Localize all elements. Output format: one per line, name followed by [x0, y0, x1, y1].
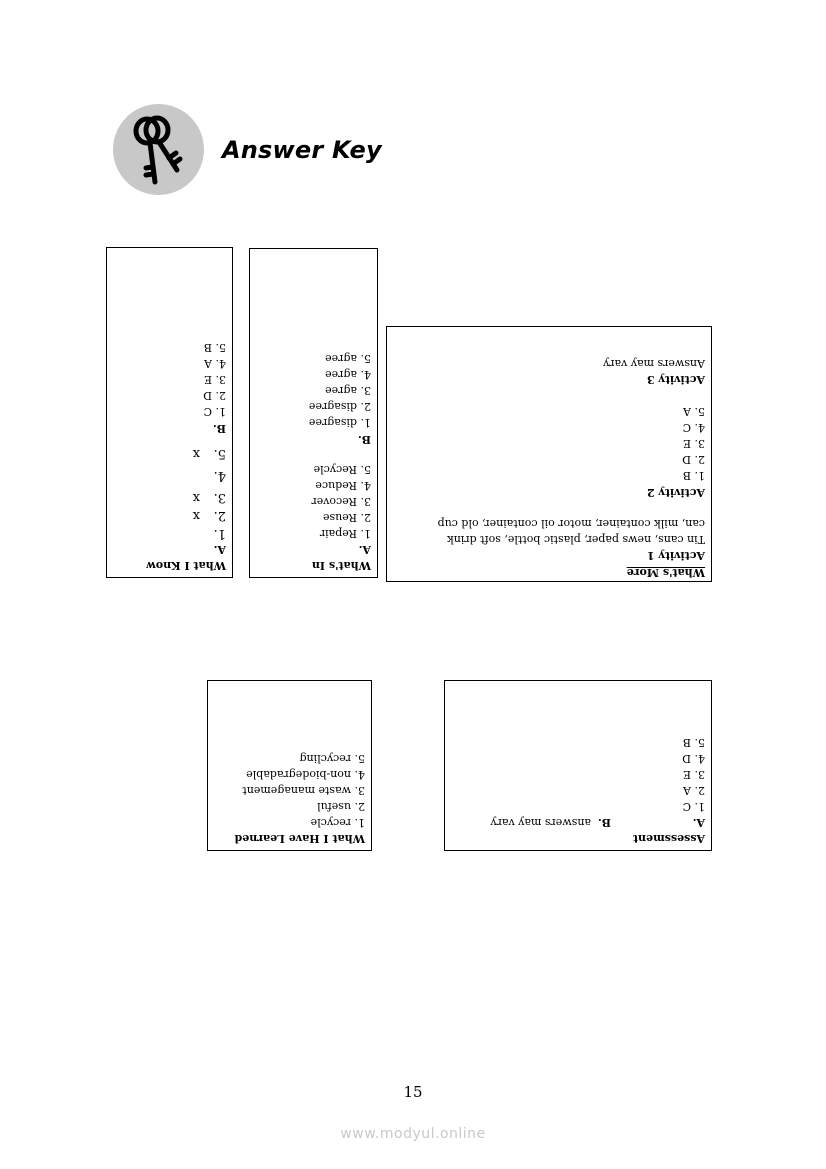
page-title: Answer Key — [222, 136, 382, 164]
list-item: 2. — [213, 508, 226, 523]
list-item: 1. — [213, 526, 226, 541]
list-item: 3. Recover — [311, 495, 371, 508]
activity-1-text: Tin cans, news paper, plastic bottle, soft drink — [447, 533, 705, 546]
list-item: 4. C — [682, 421, 705, 434]
whats-more-box — [386, 326, 712, 582]
section-label: A. — [213, 543, 226, 556]
what-i-have-learned-box — [207, 680, 372, 851]
list-item: 5. B — [682, 736, 705, 749]
what-i-know-box — [106, 247, 233, 578]
list-item: 3. waste management — [242, 784, 365, 797]
what-i-have-learned-heading: What I Have Learned — [234, 832, 365, 845]
list-item: 4. agree — [325, 368, 371, 381]
assessment-box — [444, 680, 712, 851]
whats-in-heading: What's In — [311, 559, 371, 572]
activity-3-label: Activity 3 — [646, 373, 705, 386]
list-item: 5. agree — [325, 352, 371, 365]
list-item: 4. — [213, 468, 226, 483]
whats-in-box — [249, 248, 378, 578]
list-item: 5. A — [683, 405, 705, 418]
what-i-know-heading: What I Know — [146, 559, 226, 572]
keys-icon — [113, 104, 204, 195]
list-item: 1. B — [682, 469, 705, 482]
list-item: 2. useful — [317, 800, 365, 813]
list-item: 5. recycling — [299, 752, 365, 765]
list-item: 4. Reduce — [315, 479, 371, 492]
answer-mark: x — [192, 446, 200, 461]
assessment-heading: Assessment — [632, 832, 705, 845]
section-label: B. — [357, 433, 371, 446]
list-item: 4. D — [682, 752, 705, 765]
assessment-b-text: answers may vary — [490, 816, 591, 829]
list-item: 1. C — [203, 405, 226, 418]
list-item: 5. — [213, 446, 226, 461]
list-item: 3. — [213, 490, 226, 505]
list-item: 1. Repair — [319, 527, 371, 540]
list-item: 1. recycle — [310, 816, 365, 829]
section-label: B. — [212, 422, 226, 435]
whats-more-heading: What's More — [626, 566, 705, 579]
section-label: B. — [597, 816, 611, 829]
list-item: 4. non-biodegradable — [246, 768, 365, 781]
list-item: 5. B — [203, 341, 226, 354]
list-item: 2. D — [682, 453, 705, 466]
list-item: 2. A — [683, 784, 705, 797]
list-item: 2. Reuse — [322, 511, 371, 524]
list-item: 5. Recycle — [313, 463, 371, 476]
watermark: www.modyul.online — [340, 1126, 486, 1142]
activity-3-text: Answers may vary — [603, 357, 705, 370]
list-item: 1. disagree — [308, 416, 371, 429]
section-label: A. — [358, 543, 371, 556]
activity-2-label: Activity 2 — [646, 486, 705, 499]
list-item: 3. E — [203, 373, 226, 386]
answer-mark: x — [192, 490, 200, 505]
list-item: 3. E — [682, 437, 705, 450]
list-item: 4. A — [204, 357, 226, 370]
page-number: 15 — [403, 1083, 423, 1101]
list-item: 3. E — [682, 768, 705, 781]
list-item: 2. disagree — [308, 400, 371, 413]
list-item: 2. D — [203, 389, 226, 402]
list-item: 1. C — [682, 800, 705, 813]
section-label: A. — [692, 816, 705, 829]
answer-mark: x — [192, 508, 200, 523]
list-item: 3. agree — [325, 384, 371, 397]
activity-1-label: Activity 1 — [646, 549, 705, 562]
activity-1-text: can, milk container, motor oil container, old cup — [437, 517, 705, 530]
